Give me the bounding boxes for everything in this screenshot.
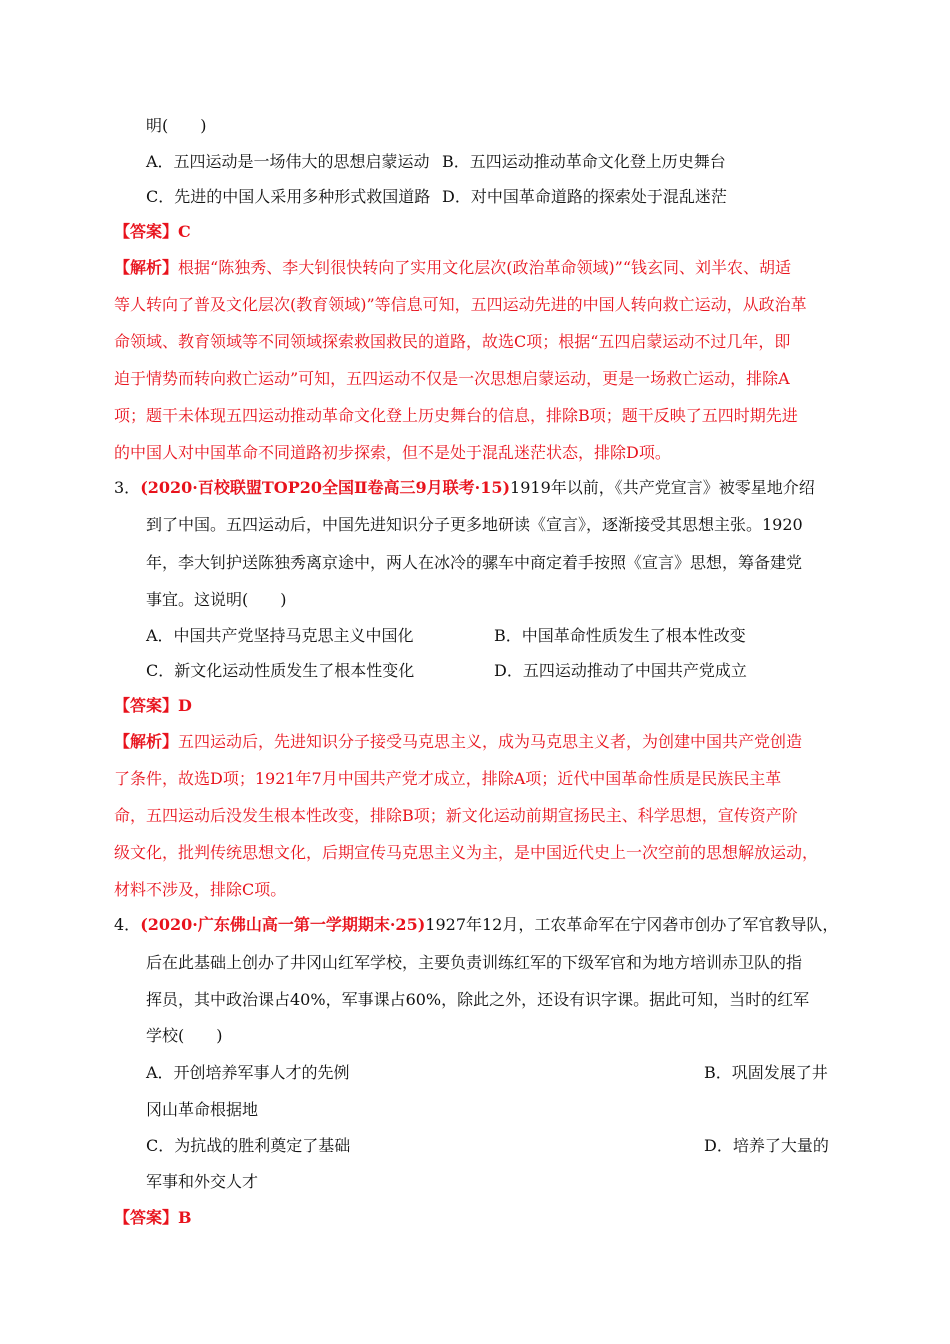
q4-option-b-tail: 冈山革命根据地	[146, 1100, 259, 1119]
q4-option-a: A．开创培养军事人才的先例	[146, 1063, 350, 1082]
q3-stem-line: 事宜。这说明( )	[146, 590, 287, 609]
q3-answer-value: D	[178, 696, 192, 715]
q4-stem-line: 后在此基础上创办了井冈山红军学校，主要负责训练红军的下级军官和为地方培训赤卫队的指	[146, 953, 803, 972]
q2-answer-value: C	[178, 222, 191, 241]
q3-number: 3．	[114, 478, 141, 497]
q3-analysis-line: 了条件，故选D项；1921年7月中国共产党才成立，排除A项；近代中国革命性质是民族民主革	[114, 769, 782, 788]
q4-option-d-head: D．培养了大量的	[704, 1136, 829, 1155]
q4-answer-label: 【答案】	[114, 1208, 179, 1227]
q3-stem-first-line	[114, 478, 815, 498]
q3-source: (2020·百校联盟TOP20全国Ⅱ卷高三9月联考·15)	[140, 478, 511, 497]
q2-option-a: A．五四运动是一场伟大的思想启蒙运动	[146, 152, 430, 171]
q4-option-c: C．为抗战的胜利奠定了基础	[146, 1136, 351, 1155]
q3-option-a: A．中国共产党坚持马克思主义中国化	[146, 626, 414, 645]
q2-stem-tail: 明( )	[146, 116, 207, 135]
q3-analysis-line: 命，五四运动后没发生根本性改变，排除B项；新文化运动前期宣扬民主、科学思想，宣传资产阶	[114, 806, 798, 825]
q3-analysis-line: 材料不涉及，排除C项。	[114, 880, 287, 899]
q3-stem-line: 到了中国。五四运动后，中国先进知识分子更多地研读《宣言》，逐渐接受其思想主张。1920	[146, 515, 803, 534]
q3-analysis-label: 【解析】	[114, 732, 179, 751]
q2-analysis-line: 迫于情势而转向救亡运动”可知，五四运动不仅是一次思想启蒙运动，更是一场救亡运动，排除A	[114, 369, 790, 388]
q3-answer-label: 【答案】	[114, 696, 179, 715]
q4-number: 4．	[114, 915, 141, 934]
q3-analysis-line: 级文化，批判传统思想文化，后期宣传马克思主义为主，是中国近代史上一次空前的思想解放运动，	[114, 843, 819, 862]
q3-option-d: D．五四运动推动了中国共产党成立	[494, 661, 747, 680]
q2-analysis-label: 【解析】	[114, 258, 179, 277]
q2-analysis-text: 根据“陈独秀、李大钊很快转向了实用文化层次(政治革命领域)”“钱玄同、刘半农、胡适	[178, 258, 792, 277]
q4-answer-value: B	[178, 1208, 192, 1227]
q4-option-b-head: B．巩固发展了井	[704, 1063, 828, 1082]
q4-answer	[114, 1208, 192, 1228]
q2-option-d: D．对中国革命道路的探索处于混乱迷茫	[442, 187, 727, 206]
q2-analysis-line: 的中国人对中国革命不同道路初步探索，但不是处于混乱迷茫状态，排除D项。	[114, 443, 671, 462]
q4-source: (2020·广东佛山高一第一学期期末·25)	[140, 915, 426, 934]
q4-stem-first-line	[114, 915, 838, 935]
q2-analysis-line	[114, 258, 791, 278]
q3-answer	[114, 696, 192, 716]
q2-option-b: B．五四运动推动革命文化登上历史舞台	[442, 152, 726, 171]
q4-option-d-tail: 军事和外交人才	[146, 1172, 259, 1191]
q3-stem-line: 年，李大钊护送陈独秀离京途中，两人在冰冷的骡车中商定着手按照《宣言》思想，筹备建党	[146, 553, 803, 572]
q2-option-c: C．先进的中国人采用多种形式救国道路	[146, 187, 431, 206]
q4-stem-text: 1927年12月，工农革命军在宁冈砻市创办了军官教导队，	[425, 915, 839, 934]
q2-answer	[114, 222, 191, 242]
q4-stem-line: 挥员，其中政治课占40%，军事课占60%，除此之外，还设有识字课。据此可知，当时的红军	[146, 990, 810, 1009]
q2-analysis-line: 等人转向了普及文化层次(教育领域)”等信息可知，五四运动先进的中国人转向救亡运动，从政治革	[114, 295, 807, 314]
q4-stem-line: 学校( )	[146, 1026, 223, 1045]
q2-analysis-line: 命领域、教育领域等不同领域探索救国救民的道路，故选C项；根据“五四启蒙运动不过几年，即	[114, 332, 791, 351]
q2-analysis-line: 项；题干未体现五四运动推动革命文化登上历史舞台的信息，排除B项；题干反映了五四时期先进	[114, 406, 798, 425]
q2-answer-label: 【答案】	[114, 222, 179, 241]
q3-stem-text: 1919年以前，《共产党宣言》被零星地介绍	[510, 478, 815, 497]
q3-option-c: C．新文化运动性质发生了根本性变化	[146, 661, 415, 680]
q3-option-b: B．中国革命性质发生了根本性改变	[494, 626, 746, 645]
q3-analysis-text: 五四运动后，先进知识分子接受马克思主义，成为马克思主义者，为创建中国共产党创造	[178, 732, 803, 751]
q3-analysis-line	[114, 732, 802, 752]
